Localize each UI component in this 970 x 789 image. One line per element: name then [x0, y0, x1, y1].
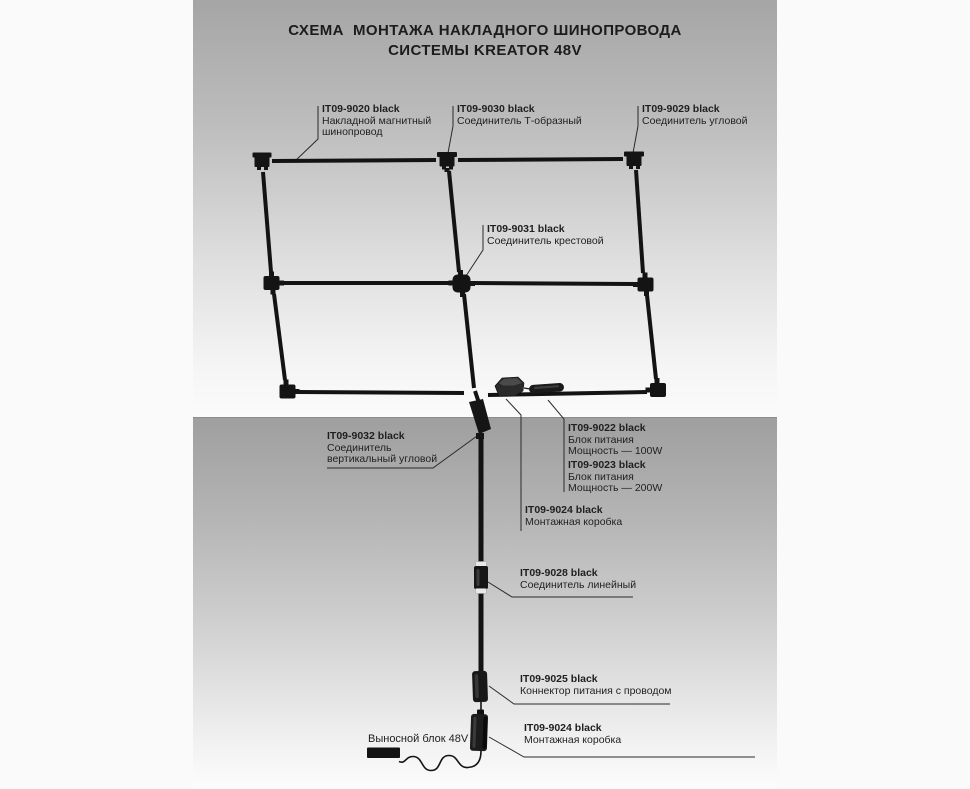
vertical-corner-connector — [469, 399, 491, 439]
track-row2-right — [473, 283, 633, 284]
corner-connector-bottom-right — [646, 378, 667, 397]
track-row1-left — [272, 160, 436, 161]
corner-connector-bottom-left — [280, 380, 300, 399]
label-vertical-corner-9032 — [327, 431, 437, 466]
label-power-connector-9025 — [520, 674, 672, 697]
title-line-1: СХЕМА МОНТАЖА НАКЛАДНОГО ШИНОПРОВОДА — [288, 22, 682, 39]
label-vertical-corner-code: IT09-9032 black — [327, 430, 405, 442]
leader-psu — [548, 400, 564, 492]
label-psu-100-code: IT09-9022 black — [568, 422, 646, 434]
label-power-connector-line1: Коннектор питания с проводом — [520, 684, 672, 697]
track-col3-bottom — [647, 295, 656, 379]
label-mount-box-mid-code: IT09-9024 black — [525, 504, 603, 516]
track-col1-bottom — [274, 294, 285, 380]
corner-connector-top-left — [253, 153, 272, 171]
track-col2-top — [449, 171, 459, 272]
label-mount-box-mid-line1: Монтажная коробка — [525, 515, 623, 528]
leader-t-connector — [448, 106, 453, 153]
track-col2-bottom — [464, 294, 474, 388]
label-psu-100-9022 — [568, 423, 662, 458]
label-cross-connector-line1: Соединитель крестовой — [487, 234, 604, 247]
power-cord-connector — [472, 671, 488, 703]
label-vertical-corner-line2: вертикальный угловой — [327, 453, 438, 465]
label-track-line1: Накладной магнитный — [322, 114, 432, 127]
label-mount-box-bottom-9024 — [524, 723, 621, 746]
label-corner-connector-code: IT09-9029 black — [642, 103, 720, 115]
label-mount-box-bottom-code: IT09-9024 black — [524, 722, 602, 734]
grid-connectors — [253, 152, 667, 399]
leader-mount-box-mid — [506, 399, 521, 531]
label-track-9020 — [322, 104, 431, 139]
label-psu-200-line2: Мощность — 200W — [568, 482, 663, 494]
label-remote-block: Выносной блок 48V — [368, 733, 469, 745]
track-row1-right — [458, 159, 623, 160]
t-connector-right — [633, 273, 654, 297]
t-connector-top — [437, 152, 457, 172]
label-mount-box-bottom-line1: Монтажная коробка — [524, 733, 622, 746]
label-linear-connector-line1: Соединитель линейный — [520, 578, 637, 591]
label-psu-100-line1: Блок питания — [568, 433, 634, 446]
label-psu-200-code: IT09-9023 black — [568, 459, 646, 471]
leader-track — [294, 106, 318, 162]
label-corner-connector-line1: Соединитель угловой — [642, 114, 748, 127]
mounting-box-bottom — [470, 710, 488, 752]
label-t-connector-code: IT09-9030 black — [457, 103, 535, 115]
power-cord-squiggle — [399, 751, 481, 771]
t-connector-left — [264, 272, 285, 295]
label-linear-connector-9028 — [520, 568, 636, 591]
track-row3-left — [297, 392, 464, 393]
track-col3-top — [636, 170, 643, 273]
track-col1-top — [263, 172, 271, 272]
leader-corner-connector — [633, 106, 638, 153]
label-power-connector-code: IT09-9025 black — [520, 673, 598, 685]
label-corner-connector-9029 — [642, 104, 747, 127]
label-vertical-corner-line1: Соединитель — [327, 441, 392, 454]
label-track-line2: шинопровод — [322, 126, 383, 138]
title-line-2: СИСТЕМЫ KREATOR 48V — [388, 42, 582, 59]
linear-connector — [474, 562, 488, 594]
label-cross-connector-code: IT09-9031 black — [487, 223, 565, 235]
label-psu-100-line2: Мощность — 100W — [568, 445, 663, 457]
label-t-connector-9030 — [457, 104, 582, 127]
label-psu-200-line1: Блок питания — [568, 470, 634, 483]
corner-connector-top-right — [624, 152, 644, 170]
label-linear-connector-code: IT09-9028 black — [520, 567, 598, 579]
cross-connector — [449, 270, 476, 297]
label-mount-box-mid-9024 — [525, 505, 622, 528]
label-psu-200-9023 — [568, 460, 662, 495]
label-track-code: IT09-9020 black — [322, 103, 400, 115]
leader-cross-connector — [466, 225, 483, 276]
label-cross-connector-9031 — [487, 224, 604, 247]
label-t-connector-line1: Соединитель Т-образный — [457, 114, 582, 127]
remote-power-block — [367, 748, 400, 759]
